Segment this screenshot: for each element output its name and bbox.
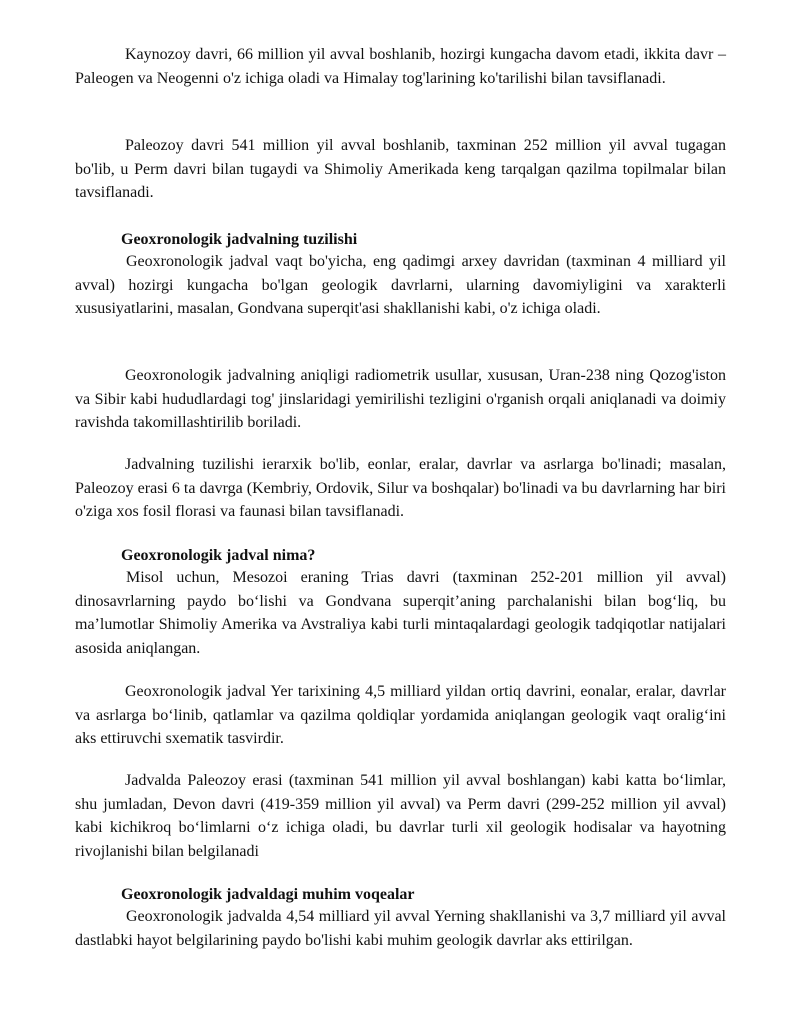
heading-structure: Geoxronologik jadvalning tuzilishi [121,231,358,248]
paragraph-accuracy: Geoxronologik jadvalning aniqligi radiometrik usullar, xususan, Uran-238 ning Qozog'iston va Sibir kabi hududlardagi tog' jinslaridagi yemirilishi tezligini o'rganish orqali aniqlanadi va doimiy ravishda takomillashtirilib boriladi. [75,367,726,431]
heading-what-is: Geoxronologik jadval nima? [121,547,316,564]
paragraph-key-events: Geoxronologik jadvalda 4,54 milliard yil avval Yerning shakllanishi va 3,7 milliard yil avval dastlabki hayot belgilarining paydo bo'lishi kabi muhim geologik davrlar aks ettirilgan. [75,908,726,949]
paragraph-trias-example: Misol uchun, Mesozoi eraning Trias davri (taxminan 252-201 million yil avval) dinosavrlarning paydo bo‘lishi va Gondvana superqit’aning parchalanishi bilan bog‘liq, bu ma’lumotlar Shimoliy Amerika va Avstraliya kabi turli mintaqalardagi geologik tadqiqotlar natijalari asosida aniqlangan. [75,569,726,657]
heading-key-events: Geoxronologik jadvaldagi muhim voqealar [121,886,415,903]
paragraph-hierarchy: Jadvalning tuzilishi ierarxik bo'lib, eonlar, eralar, davrlar va asrlarga bo'linadi; masalan, Paleozoy erasi 6 ta davrga (Kembriy, Ordovik, Silur va boshqalar) bo'linadi va bu davrlarning har biri o'ziga xos fosil florasi va faunasi bilan tavsiflanadi. [75,456,726,520]
paragraph-subdivisions: Jadvalda Paleozoy erasi (taxminan 541 million yil avval boshlangan) kabi katta bo‘limlar, shu jumladan, Devon davri (419-359 million yil avval) va Perm davri (299-252 million yil avval) kabi kichikroq bo‘limlarni o‘z ichiga oladi, bu davrlar turli xil geologik hodisalar va hayotning rivojlanishi bilan belgilanadi [75,772,726,860]
paragraph-structure-intro: Geoxronologik jadval vaqt bo'yicha, eng qadimgi arxey davridan (taxminan 4 milliard yil avval) hozirgi kungacha bo'lgan geologik davrlarni, ularning davomiyligini va xarakterli xususiyatlarini, masalan, Gondvana superqit'asi shakllanishi kabi, o'z ichiga oladi. [75,253,726,317]
paragraph-kaynozoy: Kaynozoy davri, 66 million yil avval boshlanib, hozirgi kungacha davom etadi, ikkita davr – Paleogen va Neogenni o'z ichiga oladi va Himalay tog'larining ko'tarilishi bilan tavsiflanadi. [75,46,726,87]
paragraph-paleozoy: Paleozoy davri 541 million yil avval boshlanib, taxminan 252 million yil avval tugagan bo'lib, u Perm davri bilan tugaydi va Shimoliy Amerikada keng tarqalgan qazilma topilmalar bilan tavsiflanadi. [75,137,726,201]
paragraph-definition: Geoxronologik jadval Yer tarixining 4,5 milliard yildan ortiq davrini, eonalar, eralar, davrlar va asrlarga bo‘linib, qatlamlar va qazilma qoldiqlar yordamida aniqlangan geologik vaqt oralig‘ini aks ettiruvchi sxematik tasvirdir. [75,683,726,747]
